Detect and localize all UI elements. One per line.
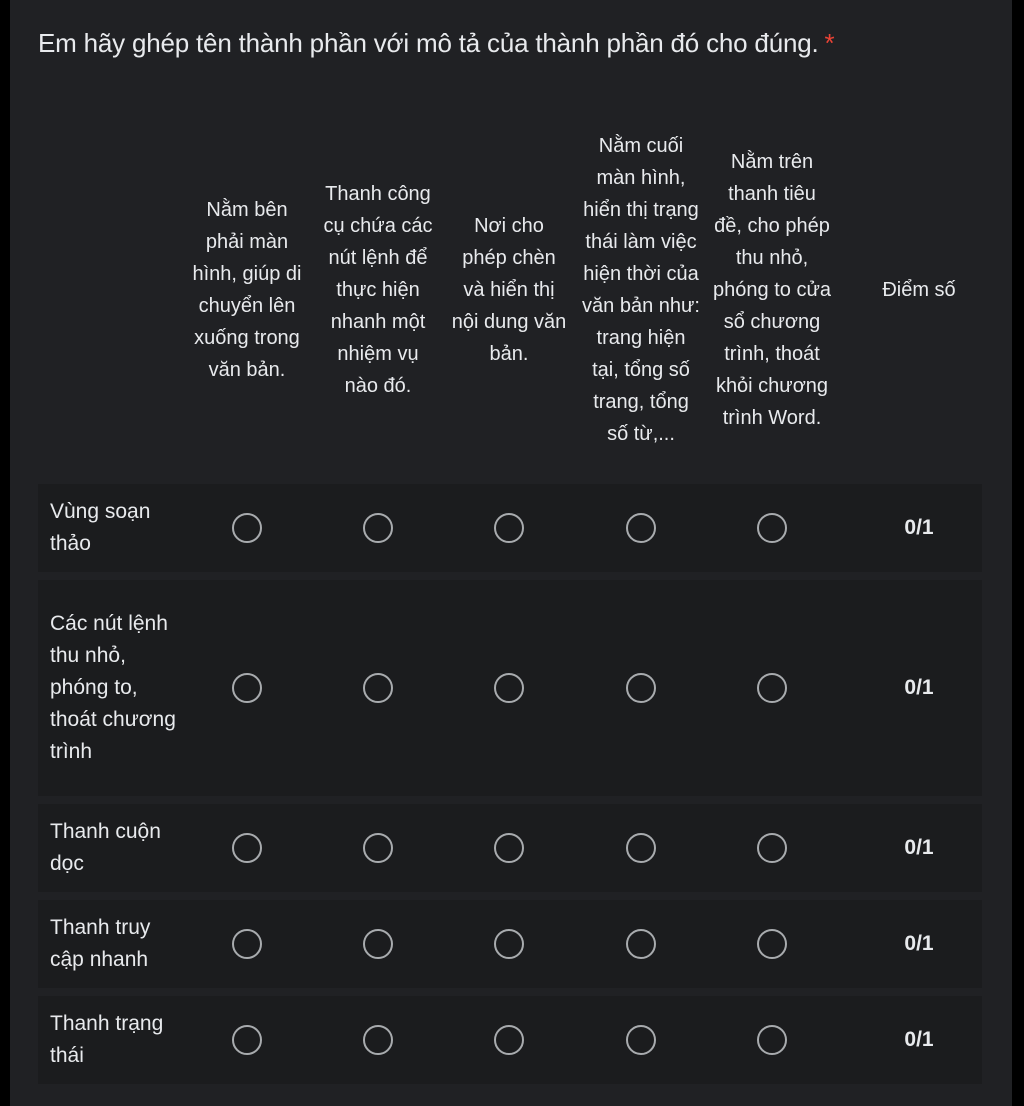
required-asterisk: * xyxy=(824,28,835,58)
row-score: 0/1 xyxy=(904,676,934,699)
column-header-4: Nằm cuối màn hình, hiển thị trạng thái làm việc hiện thời của văn bản như: trang hiện tại, tổng số trang, tổng số từ,... xyxy=(582,135,700,445)
column-header-5: Nằm trên thanh tiêu đề, cho phép thu nhỏ, phóng to cửa sổ chương trình, thoát khỏi chương trình Word. xyxy=(713,151,831,429)
radio-option[interactable] xyxy=(232,833,262,863)
grid-row xyxy=(38,996,982,1084)
row-score: 0/1 xyxy=(904,836,934,859)
grid-row xyxy=(38,580,982,796)
question-card xyxy=(10,0,1012,1106)
row-label: Các nút lệnh thu nhỏ, phóng to, thoát chương trình xyxy=(50,612,176,763)
question-title xyxy=(38,28,834,59)
radio-option[interactable] xyxy=(363,1025,393,1055)
radio-option[interactable] xyxy=(494,1025,524,1055)
grid-row xyxy=(38,900,982,988)
radio-option[interactable] xyxy=(494,513,524,543)
row-score: 0/1 xyxy=(904,932,934,955)
radio-option[interactable] xyxy=(494,929,524,959)
radio-option[interactable] xyxy=(363,673,393,703)
column-header-1: Nằm bên phải màn hình, giúp di chuyển lên xuống trong văn bản. xyxy=(192,199,302,381)
radio-option[interactable] xyxy=(757,513,787,543)
radio-option[interactable] xyxy=(494,833,524,863)
question-text: Em hãy ghép tên thành phần với mô tả của thành phần đó cho đúng. xyxy=(38,28,819,58)
radio-option[interactable] xyxy=(232,1025,262,1055)
row-label: Thanh trạng thái xyxy=(50,1012,164,1067)
grid-row xyxy=(38,484,982,572)
grid-row xyxy=(38,804,982,892)
radio-option[interactable] xyxy=(757,833,787,863)
radio-option[interactable] xyxy=(232,513,262,543)
score-header: Điểm số xyxy=(882,279,956,301)
row-score: 0/1 xyxy=(904,1028,934,1051)
radio-option[interactable] xyxy=(626,1025,656,1055)
radio-option[interactable] xyxy=(757,673,787,703)
radio-option[interactable] xyxy=(626,513,656,543)
radio-option[interactable] xyxy=(626,833,656,863)
column-header-2: Thanh công cụ chứa các nút lệnh để thực hiện nhanh một nhiệm vụ nào đó. xyxy=(323,183,433,397)
radio-option[interactable] xyxy=(757,929,787,959)
radio-option[interactable] xyxy=(626,673,656,703)
radio-option[interactable] xyxy=(363,929,393,959)
row-score: 0/1 xyxy=(904,516,934,539)
row-label: Thanh truy cập nhanh xyxy=(50,916,151,971)
grid-header xyxy=(38,96,982,484)
row-label: Thanh cuộn dọc xyxy=(50,820,161,875)
radio-option[interactable] xyxy=(626,929,656,959)
row-label: Vùng soạn thảo xyxy=(50,500,151,555)
radio-option[interactable] xyxy=(232,673,262,703)
radio-option[interactable] xyxy=(494,673,524,703)
choice-grid xyxy=(38,96,982,1092)
radio-option[interactable] xyxy=(757,1025,787,1055)
column-header-3: Nơi cho phép chèn và hiển thị nội dung văn bản. xyxy=(451,215,567,365)
radio-option[interactable] xyxy=(363,513,393,543)
radio-option[interactable] xyxy=(232,929,262,959)
radio-option[interactable] xyxy=(363,833,393,863)
